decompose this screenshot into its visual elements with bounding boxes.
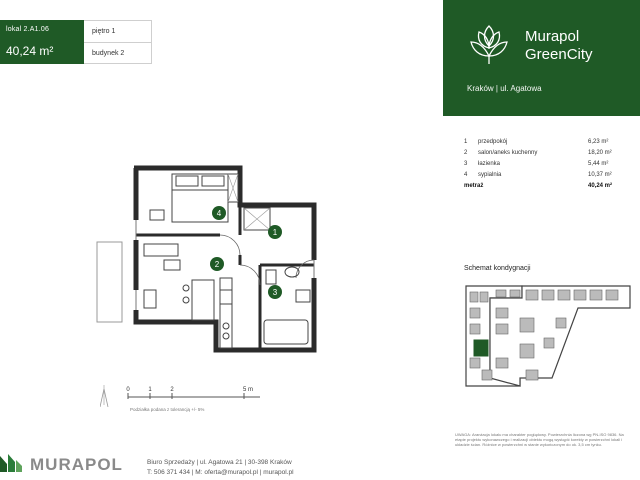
brand-name — [525, 28, 593, 64]
floor-schema-diagram — [460, 278, 635, 390]
room-number: 2 — [464, 150, 468, 156]
unit-info-box — [0, 20, 84, 64]
murapol-logo-icon — [0, 452, 26, 472]
bathroom — [264, 267, 310, 344]
room-name: salon/aneks kuchenny — [478, 150, 538, 156]
room-marker-1 — [268, 225, 282, 239]
room-number: 3 — [464, 161, 468, 167]
unit-area: 40,24 m² — [6, 44, 54, 58]
desk — [150, 210, 164, 220]
scale-bar — [100, 383, 270, 407]
room-number: 1 — [464, 139, 468, 145]
total-label: metraż — [464, 183, 484, 189]
floor-label: piętro 1 — [92, 28, 116, 35]
footer-brand: MURAPOL — [30, 455, 123, 474]
scale-tick: 5 m — [242, 387, 254, 393]
contact-line-1: Biuro Sprzedaży | ul. Agatowa 21 | 30-398 Kraków — [147, 459, 292, 466]
room-marker-4 — [212, 206, 226, 220]
unit-label: lokal 2.A1.06 — [6, 26, 50, 33]
scale-tick: 2 — [170, 387, 174, 393]
room-name: sypialnia — [478, 172, 502, 178]
svg-text:1: 1 — [272, 228, 278, 237]
svg-text:4: 4 — [216, 209, 222, 218]
room-row — [464, 150, 632, 161]
total-row — [464, 183, 632, 194]
brand-name-line1: Murapol — [525, 28, 580, 45]
kitchen — [220, 278, 232, 348]
brand-panel — [443, 0, 640, 116]
svg-text:3: 3 — [272, 288, 278, 297]
scale-tick: 0 — [126, 387, 130, 393]
room-row — [464, 161, 632, 172]
room-area: 18,20 m² — [588, 150, 612, 156]
highlighted-unit — [474, 340, 488, 356]
scale-note: Podziałka podana z tolerancją +/- 5% — [130, 407, 205, 412]
room-row — [464, 139, 632, 150]
schema-title: Schemat kondygnacji — [464, 265, 531, 272]
room-area: 5,44 m² — [588, 161, 609, 167]
divider — [84, 42, 151, 43]
svg-text:2: 2 — [214, 260, 220, 269]
scale-tick: 1 — [148, 387, 152, 393]
apartment-floor-plan — [92, 160, 322, 360]
building-label: budynek 2 — [92, 50, 125, 57]
room-name: przedpokój — [478, 139, 508, 145]
floor-info-box — [84, 20, 152, 64]
brand-location: Kraków | ul. Agatowa — [467, 84, 542, 93]
room-name: łazienka — [478, 161, 501, 167]
disclaimer: UWAGA: Aranżacja lokalu ma charakter poglądowy. Powierzchnia liczona wg PN-ISO 9836. Na etapie projektu wykonawczego i realizacji obiektu mogą wystąpić korekty w powierzchni lokali i układzie ścian. Różnice w powierzchni w stanie wykończonym do ok. 3,5 cm tynku. — [455, 432, 624, 447]
total-area: 40,24 m² — [588, 183, 613, 189]
contact-line-2: T: 506 371 434 | M: oferta@murapol.pl | murapol.pl — [147, 469, 294, 476]
balcony — [97, 242, 122, 322]
living-furniture — [144, 244, 214, 320]
brand-name-line2: GreenCity — [525, 46, 593, 63]
room-row — [464, 172, 632, 183]
room-marker-3 — [268, 285, 282, 299]
room-number: 4 — [464, 172, 468, 178]
greencity-logo-icon — [465, 20, 513, 68]
room-marker-2 — [210, 257, 224, 271]
room-area: 10,37 m² — [588, 172, 612, 178]
room-list — [464, 139, 632, 194]
contact-info — [147, 458, 294, 478]
room-area: 6,23 m² — [588, 139, 609, 145]
